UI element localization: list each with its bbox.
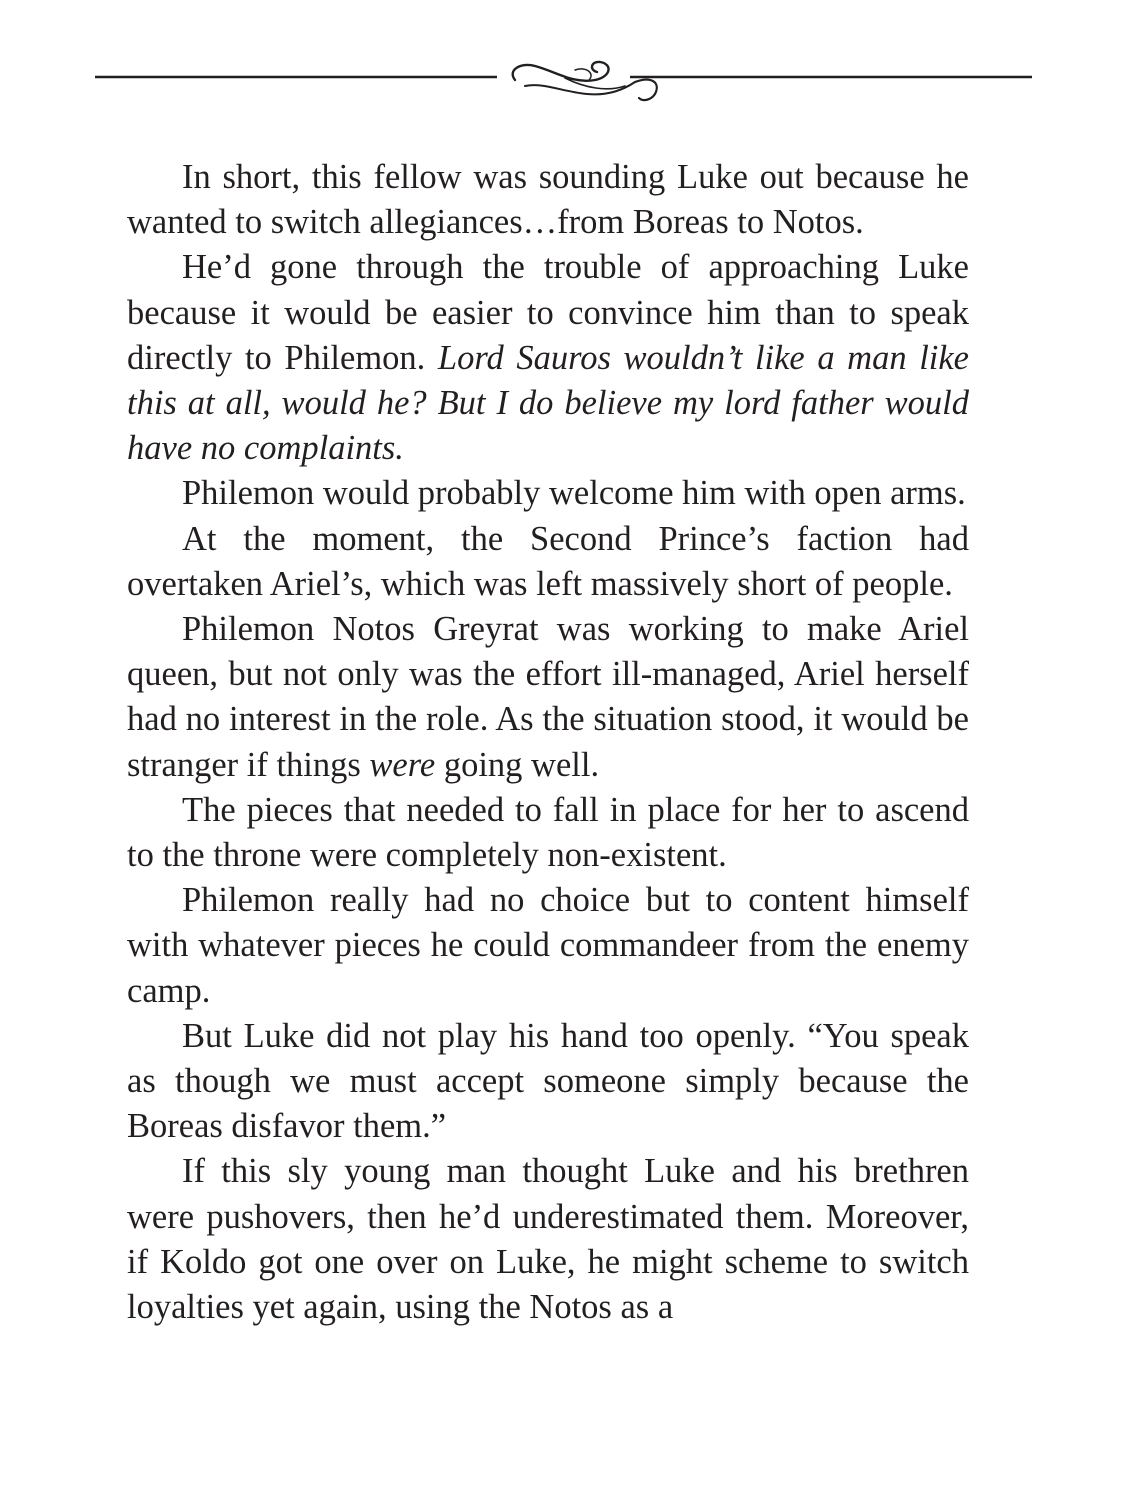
paragraph <box>127 788 969 878</box>
text-run: Philemon would probably welcome him with open arms. <box>182 474 966 513</box>
paragraph <box>127 245 969 471</box>
paragraph <box>127 517 969 607</box>
paragraph <box>127 1014 969 1150</box>
italic-text: Lord Sauros wouldn’t like a man like this at all, would he? But I do believe my lord father would have no complaints. <box>127 338 969 468</box>
body-text <box>127 155 969 1330</box>
paragraph <box>127 878 969 1014</box>
paragraph <box>127 1149 969 1330</box>
italic-text: were <box>369 745 436 784</box>
text-run: He’d gone through the trouble of approaching Luke because it would be easier to convince him than to speak directly to Philemon. <box>127 248 969 377</box>
paragraph <box>127 471 969 516</box>
text-run: But Luke did not play his hand too openly. “You speak as though we must accept someone simply because the Boreas disfavor them.” <box>127 1016 969 1146</box>
text-run: The pieces that needed to fall in place for her to ascend to the throne were completely non-existent. <box>127 790 969 875</box>
text-run: In short, this fellow was sounding Luke out because he wanted to switch allegiances…from Boreas to Notos. <box>127 158 969 242</box>
text-run: Philemon really had no choice but to content himself with whatever pieces he could commandeer from the enemy camp. <box>127 881 969 1010</box>
paragraph <box>127 607 969 788</box>
paragraph <box>127 155 969 245</box>
text-run: Philemon Notos Greyrat was working to make Ariel queen, but not only was the effort ill-managed, Ariel herself had no interest in the role. As the situation stood, it would be stranger if things <box>127 610 969 784</box>
flourish-divider-icon <box>95 52 1032 108</box>
text-run: At the moment, the Second Prince’s faction had overtaken Ariel’s, which was left massively short of people. <box>127 519 969 603</box>
text-run: going well. <box>435 745 600 784</box>
text-run: If this sly young man thought Luke and his brethren were pushovers, then he’d underestimated them. Moreover, if Koldo got one over on Luke, he might scheme to switch loyalties yet again, using the Notos as a <box>127 1152 969 1327</box>
